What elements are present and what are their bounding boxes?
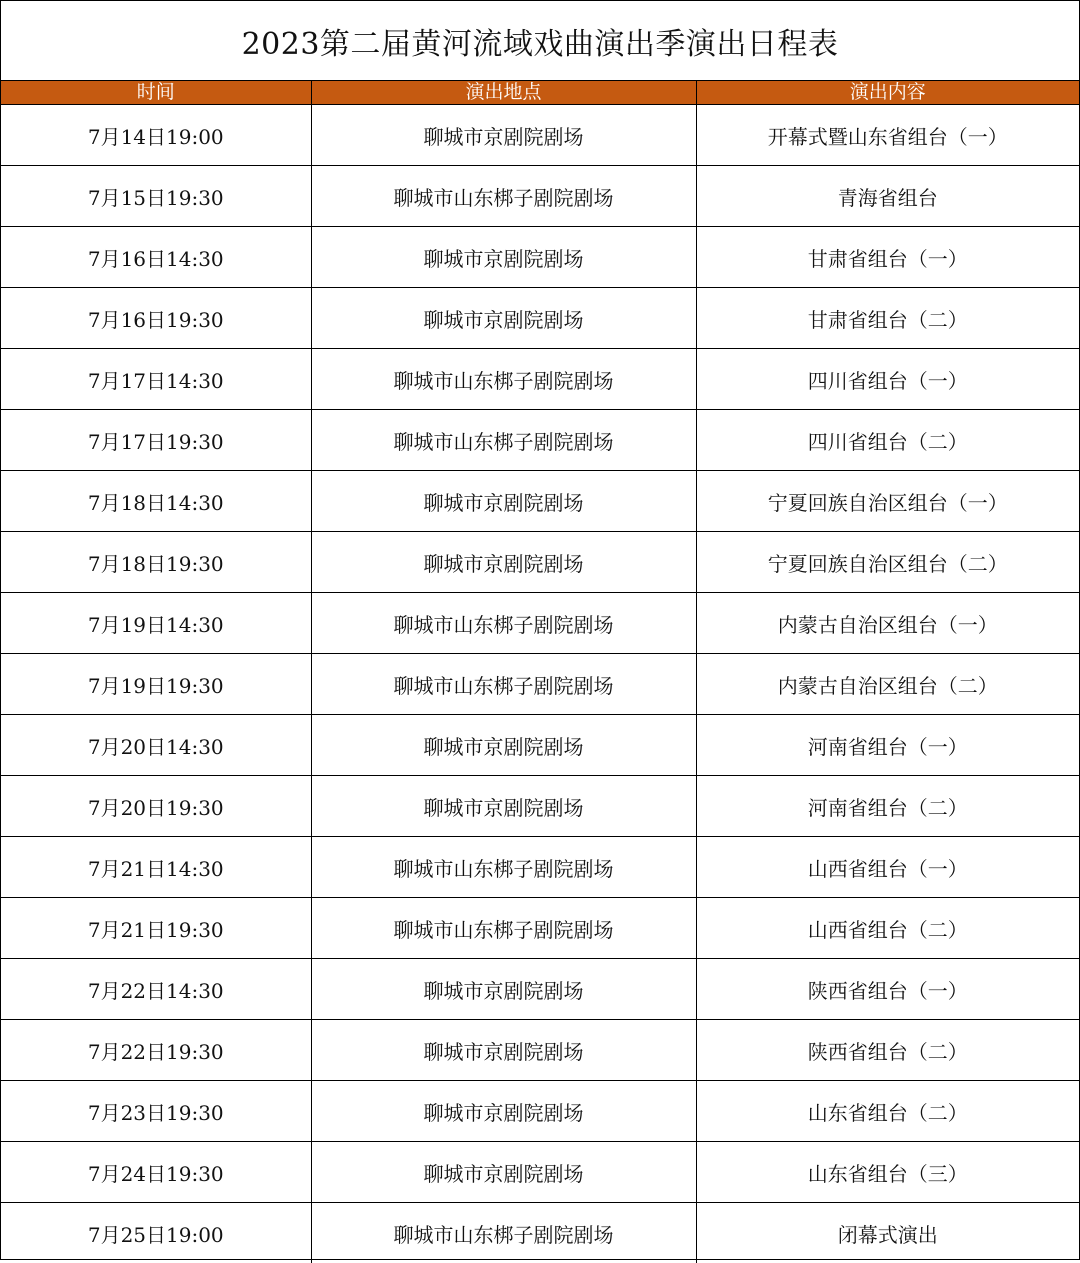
cell-program: 宁夏回族自治区组台（一）	[696, 471, 1079, 532]
cell-time: 7月15日19:30	[1, 166, 311, 227]
column-header-venue: 演出地点	[311, 81, 696, 105]
table-row	[1, 837, 1079, 898]
table-row	[1, 1203, 1079, 1263]
cell-time: 7月18日14:30	[1, 471, 311, 532]
cell-time: 7月22日19:30	[1, 1020, 311, 1081]
table-row	[1, 410, 1079, 471]
cell-venue: 聊城市京剧院剧场	[311, 959, 696, 1020]
table-row	[1, 349, 1079, 410]
table-row	[1, 532, 1079, 593]
cell-venue: 聊城市京剧院剧场	[311, 1142, 696, 1203]
cell-program: 山西省组台（一）	[696, 837, 1079, 898]
header-row	[1, 81, 1079, 105]
cell-time: 7月20日14:30	[1, 715, 311, 776]
cell-program: 内蒙古自治区组台（一）	[696, 593, 1079, 654]
cell-venue: 聊城市京剧院剧场	[311, 471, 696, 532]
column-header-time: 时间	[1, 81, 311, 105]
table-row	[1, 593, 1079, 654]
cell-program: 山东省组台（三）	[696, 1142, 1079, 1203]
table-row	[1, 959, 1079, 1020]
cell-time: 7月17日19:30	[1, 410, 311, 471]
table-row	[1, 1142, 1079, 1203]
table-row	[1, 715, 1079, 776]
table-row	[1, 776, 1079, 837]
cell-venue: 聊城市京剧院剧场	[311, 227, 696, 288]
cell-time: 7月22日14:30	[1, 959, 311, 1020]
cell-program: 四川省组台（二）	[696, 410, 1079, 471]
cell-time: 7月19日19:30	[1, 654, 311, 715]
cell-venue: 聊城市京剧院剧场	[311, 532, 696, 593]
cell-venue: 聊城市山东梆子剧院剧场	[311, 837, 696, 898]
cell-time: 7月20日19:30	[1, 776, 311, 837]
cell-venue: 聊城市山东梆子剧院剧场	[311, 654, 696, 715]
table-row	[1, 227, 1079, 288]
cell-time: 7月21日19:30	[1, 898, 311, 959]
table-row	[1, 471, 1079, 532]
cell-program: 山西省组台（二）	[696, 898, 1079, 959]
cell-program: 开幕式暨山东省组台（一）	[696, 105, 1079, 166]
cell-venue: 聊城市山东梆子剧院剧场	[311, 898, 696, 959]
table-row	[1, 654, 1079, 715]
cell-program: 宁夏回族自治区组台（二）	[696, 532, 1079, 593]
cell-venue: 聊城市山东梆子剧院剧场	[311, 410, 696, 471]
cell-program: 闭幕式演出	[696, 1203, 1079, 1263]
page-title: 2023第二届黄河流域戏曲演出季演出日程表	[1, 1, 1079, 81]
cell-program: 青海省组台	[696, 166, 1079, 227]
cell-venue: 聊城市山东梆子剧院剧场	[311, 166, 696, 227]
cell-time: 7月21日14:30	[1, 837, 311, 898]
cell-venue: 聊城市山东梆子剧院剧场	[311, 349, 696, 410]
table-header	[1, 81, 1079, 105]
cell-time: 7月19日14:30	[1, 593, 311, 654]
cell-program: 河南省组台（二）	[696, 776, 1079, 837]
table-row	[1, 105, 1079, 166]
cell-time: 7月16日14:30	[1, 227, 311, 288]
cell-venue: 聊城市京剧院剧场	[311, 715, 696, 776]
cell-program: 陕西省组台（二）	[696, 1020, 1079, 1081]
schedule-table	[1, 81, 1079, 1263]
cell-program: 内蒙古自治区组台（二）	[696, 654, 1079, 715]
cell-time: 7月18日19:30	[1, 532, 311, 593]
cell-time: 7月17日14:30	[1, 349, 311, 410]
cell-time: 7月14日19:00	[1, 105, 311, 166]
cell-program: 四川省组台（一）	[696, 349, 1079, 410]
cell-time: 7月25日19:00	[1, 1203, 311, 1263]
cell-time: 7月16日19:30	[1, 288, 311, 349]
cell-venue: 聊城市山东梆子剧院剧场	[311, 1203, 696, 1263]
cell-venue: 聊城市京剧院剧场	[311, 105, 696, 166]
cell-venue: 聊城市京剧院剧场	[311, 776, 696, 837]
cell-venue: 聊城市山东梆子剧院剧场	[311, 593, 696, 654]
cell-program: 河南省组台（一）	[696, 715, 1079, 776]
table-row	[1, 166, 1079, 227]
cell-program: 甘肃省组台（一）	[696, 227, 1079, 288]
cell-program: 甘肃省组台（二）	[696, 288, 1079, 349]
cell-venue: 聊城市京剧院剧场	[311, 1020, 696, 1081]
table-row	[1, 288, 1079, 349]
table-row	[1, 1020, 1079, 1081]
table-body	[1, 105, 1079, 1263]
cell-venue: 聊城市京剧院剧场	[311, 1081, 696, 1142]
table-row	[1, 898, 1079, 959]
table-row	[1, 1081, 1079, 1142]
cell-program: 陕西省组台（一）	[696, 959, 1079, 1020]
cell-time: 7月23日19:30	[1, 1081, 311, 1142]
cell-venue: 聊城市京剧院剧场	[311, 288, 696, 349]
cell-time: 7月24日19:30	[1, 1142, 311, 1203]
cell-program: 山东省组台（二）	[696, 1081, 1079, 1142]
column-header-program: 演出内容	[696, 81, 1079, 105]
